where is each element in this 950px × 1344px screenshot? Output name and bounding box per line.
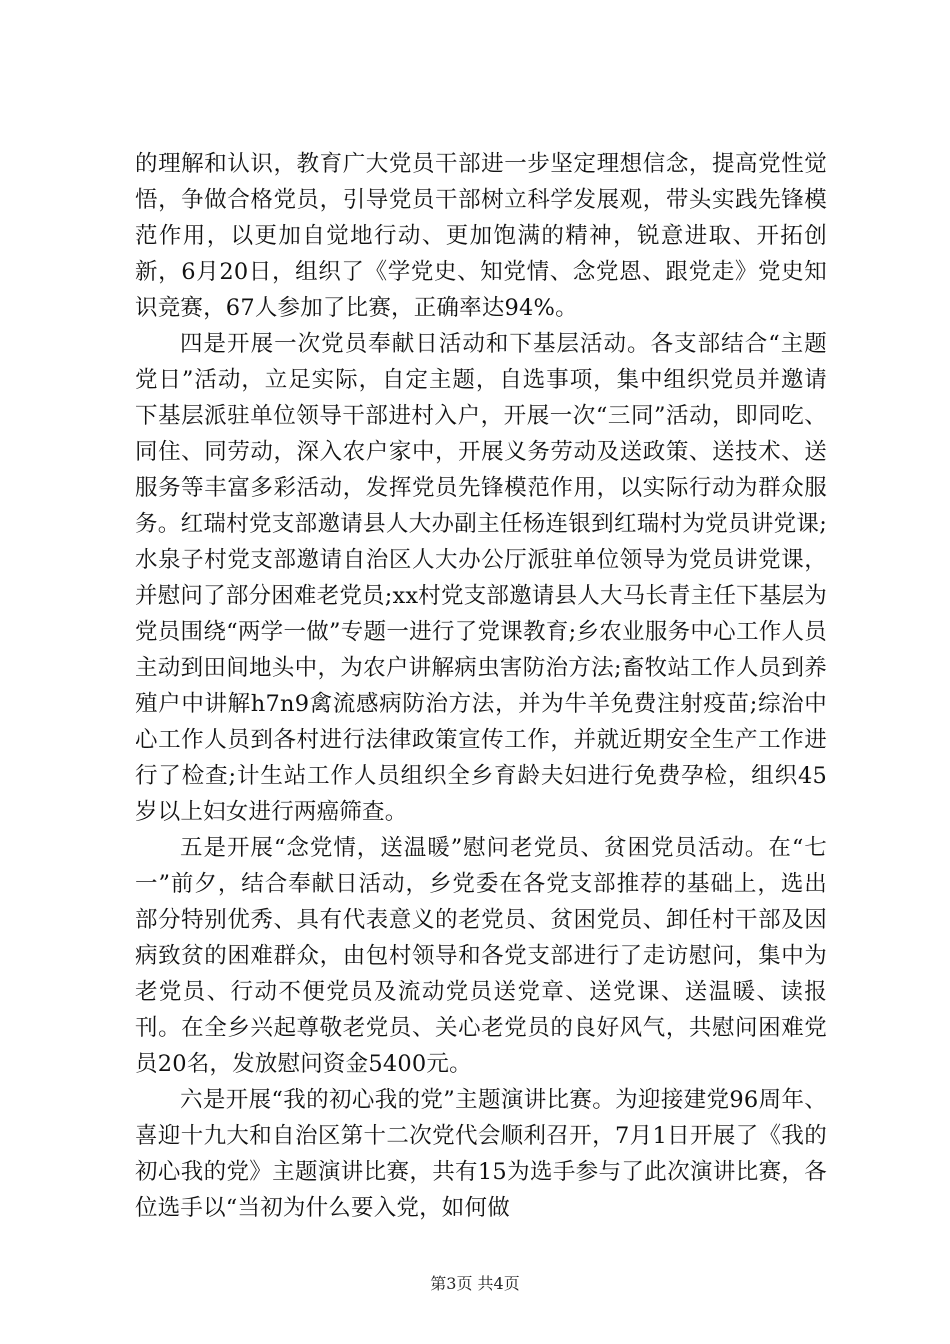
paragraph-item-five: 五是开展“念党情，送温暖”慰问老党员、贫困党员活动。在“七一”前夕，结合奉献日活动，乡党委在各党支部推荐的基础上，选出部分特别优秀、具有代表意义的老党员、贫困党员、卸任村干部及因病致贫的困难群众，由包村领导和各党支部进行了走访慰问，集中为老党员、行动不便党员及流动党员送党章、送党课、送温暖、读报刊。在全乡兴起尊敬老党员、关心老党员的良好风气，共慰问困难党员20名，发放慰问资金5400元。	[135, 835, 827, 1077]
document-body	[135, 146, 827, 1226]
paragraph-item-six: 六是开展“我的初心我的党”主题演讲比赛。为迎接建党96周年、喜迎十九大和自治区第十二次党代会顺利召开，7月1日开展了《我的初心我的党》主题演讲比赛，共有15为选手参与了此次演讲比赛，各位选手以“当初为什么要入党，如何做	[135, 1087, 827, 1221]
paragraph-item-four: 四是开展一次党员奉献日活动和下基层活动。各支部结合“主题党日”活动，立足实际，自定主题，自选事项，集中组织党员并邀请下基层派驻单位领导干部进村入户，开展一次“三同”活动，即同吃、同住、同劳动，深入农户家中，开展义务劳动及送政策、送技术、送服务等丰富多彩活动，发挥党员先锋模范作用，以实际行动为群众服务。红瑞村党支部邀请县人大办副主任杨连银到红瑞村为党员讲党课;水泉子村党支部邀请自治区人大办公厅派驻单位领导为党员讲党课，并慰问了部分困难老党员;xx村党支部邀请县人大马长青主任下基层为党员围绕“两学一做”专题一进行了党课教育;乡农业服务中心工作人员主动到田间地头中，为农户讲解病虫害防治方法;畜牧站工作人员到养殖户中讲解h7n9禽流感病防治方法，并为牛羊免费注射疫苗;综治中心工作人员到各村进行法律政策宣传工作，并就近期安全生产工作进行了检查;计生站工作人员组织全乡育龄夫妇进行免费孕检，组织45岁以上妇女进行两癌筛查。	[135, 331, 827, 825]
paragraph-continued: 的理解和认识，教育广大党员干部进一步坚定理想信念，提高党性觉悟，争做合格党员，引导党员干部树立科学发展观，带头实践先锋模范作用，以更加自觉地行动、更加饱满的精神，锐意进取、开拓创新，6月20日，组织了《学党史、知党情、念党恩、跟党走》党史知识竞赛，67人参加了比赛，正确率达94%。	[135, 151, 827, 321]
page-number-footer: 第3页 共4页	[430, 1274, 520, 1293]
